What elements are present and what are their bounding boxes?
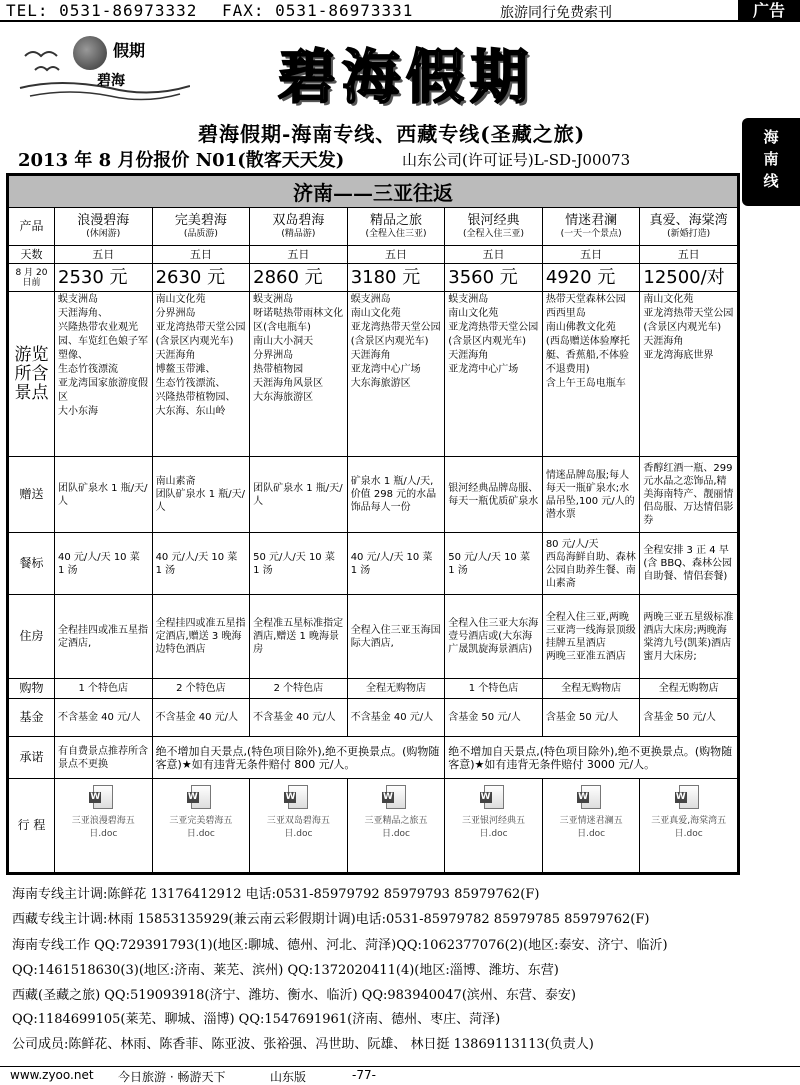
page-title: 碧海假期 (278, 43, 535, 111)
meals-cell: 80 元/人/天 西岛海鲜自助、森林公园自助养生餐、南山素斋 (542, 533, 640, 595)
gifts-cell: 团队矿泉水 1 瓶/天/人 (250, 457, 348, 533)
promise-cell: 绝不增加自天景点,(特色项目除外),绝不更换景点。(购物随客意)★如有违背无条件赔付 800 元/人。 (152, 737, 445, 779)
doc-filename: 三亚浪漫碧海五日.doc (71, 816, 135, 839)
spots-cell: 蜈支洲岛 南山文化苑 亚龙湾热带天堂公园(含景区内观光车) 天涯海角 亚龙湾中心广场 大东海旅游区 (347, 292, 445, 457)
gifts-cell: 香醇红酒一瓶、299 元水晶之恋饰品,精美海南特产、靓丽情侣岛服、万达情侣影券 (640, 457, 738, 533)
word-doc-icon (679, 785, 699, 809)
word-doc-icon (386, 785, 406, 809)
product-type: (一天一个景点) (560, 228, 622, 239)
product-cell (640, 208, 738, 246)
spots-cell: 南山文化苑 亚龙湾热带天堂公园(含景区内观光车) 天涯海角 亚龙湾海底世界 (640, 292, 738, 457)
page-number: -77- (352, 1068, 376, 1082)
row-label-meals: 餐标 (9, 533, 55, 595)
promise-cell: 绝不增加自天景点,(特色项目除外),绝不更换景点。(购物随客意)★如有违背无条件赔付 3000 元/人。 (445, 737, 738, 779)
fax-number: FAX: 0531-86973331 (222, 1, 414, 20)
doc-filename: 三亚银河经典五日.doc (462, 816, 526, 839)
gifts-cell: 团队矿泉水 1 瓶/天/人 (55, 457, 153, 533)
fund-cell: 不含基金 40 元/人 (347, 699, 445, 737)
price-cell: 2630 元 (152, 264, 250, 292)
product-cell (347, 208, 445, 246)
product-name: 情迷君澜 (565, 212, 618, 228)
days-cell: 五日 (55, 246, 153, 264)
itinerary-doc-link[interactable] (640, 779, 738, 873)
doc-filename: 三亚完美碧海五日.doc (169, 816, 233, 839)
word-doc-icon (484, 785, 504, 809)
fund-cell: 不含基金 40 元/人 (152, 699, 250, 737)
license-number: 山东公司(许可证号)L-SD-J00073 (402, 151, 631, 169)
row-label-fund: 基金 (9, 699, 55, 737)
itinerary-doc-link[interactable] (55, 779, 153, 873)
meals-cell: 40 元/人/天 10 菜 1 汤 (55, 533, 153, 595)
meals-cell: 全程安排 3 正 4 早(含 BBQ、森林公园自助餐、情侣套餐) (640, 533, 738, 595)
word-doc-icon (581, 785, 601, 809)
footer-url[interactable]: www.zyoo.net (10, 1068, 94, 1082)
spots-cell: 南山文化苑 分界洲岛 亚龙湾热带天堂公园(含景区内观光车) 天涯海角 博鳌玉带滩、 生态竹筏漂流、 兴隆热带植物园、 大东海、东山岭 (152, 292, 250, 457)
gifts-cell: 矿泉水 1 瓶/人/天,价值 298 元的水晶饰品每人一份 (347, 457, 445, 533)
row-label-product: 产品 (9, 208, 55, 246)
itinerary-doc-link[interactable] (347, 779, 445, 873)
days-cell: 五日 (640, 246, 738, 264)
company-logo (15, 26, 190, 101)
product-cell (542, 208, 640, 246)
row-label-days: 天数 (9, 246, 55, 264)
product-cell (55, 208, 153, 246)
spots-cell: 热带天堂森林公园 西西里岛 南山佛教文化苑 (西岛赠送体验摩托艇、香蕉船,不体验不退费用) 含上午王岛电瓶车 (542, 292, 640, 457)
product-type: (品质游) (183, 228, 218, 239)
shopping-cell: 1 个特色店 (55, 679, 153, 699)
row-label-price: 8 月 20 日前 (9, 264, 55, 292)
row-label-gifts: 赠送 (9, 457, 55, 533)
price-cell: 3180 元 (347, 264, 445, 292)
fund-cell: 含基金 50 元/人 (542, 699, 640, 737)
gifts-cell: 情迷品牌岛服;每人每天一瓶矿泉水;水晶吊坠,100 元/人的潜水票 (542, 457, 640, 533)
spots-cell: 蜈支洲岛 呀诺哒热带雨林文化区(含电瓶车) 南山大小洞天 分界洲岛 热带植物园 天涯海角风景区 大东海旅游区 (250, 292, 348, 457)
side-tab-hainan-line (742, 118, 800, 206)
page-footer (0, 1066, 800, 1084)
row-label-itinerary: 行 程 (9, 779, 55, 873)
hotel-cell: 全程挂四或准五星指定酒店,赠送 3 晚海边特色酒店 (152, 595, 250, 679)
itinerary-doc-link[interactable] (152, 779, 250, 873)
contact-line: 西藏(圣藏之旅) QQ:519093918(济宁、潍坊、衡水、临沂) QQ:983940047(滨州、东营、泰安) (12, 988, 576, 1003)
contact-line: 西藏专线主计调:林雨 15853135929(兼云南云彩假期计调)电话:0531-85979782 85979785 85979762(F) (12, 912, 650, 927)
price-cell: 4920 元 (542, 264, 640, 292)
row-label-spots: 游览所含景点 (9, 292, 55, 457)
hotel-cell: 全程挂四或准五星指定酒店, (55, 595, 153, 679)
shopping-cell: 全程无购物店 (640, 679, 738, 699)
side-tab-char: 线 (763, 172, 779, 190)
logo-text-bihai: 碧海 (97, 73, 125, 89)
promise-cell: 有自费景点推荐所含景点不更换 (55, 737, 153, 779)
header-slogan: 旅游同行免费索刊 (500, 5, 612, 21)
hotel-cell: 全程入住三亚大东海壹号酒店或(大东海广晟凯旋海景酒店) (445, 595, 543, 679)
itinerary-doc-link[interactable] (445, 779, 543, 873)
product-name: 双岛碧海 (272, 212, 325, 228)
contact-line: 海南专线工作 QQ:729391793(1)(地区:聊城、德州、河北、菏泽)QQ:1062377076(2)(地区:泰安、济宁、临沂) (12, 938, 668, 953)
spots-cell: 蜈支洲岛 天涯海角、 兴隆热带农业观光园、车览红色娘子军塑像、 生态竹筏漂流 亚龙湾国家旅游度假区 大小东海 (55, 292, 153, 457)
footer-magazine-name: 今日旅游 · 畅游天下 (118, 1070, 226, 1084)
meals-cell: 50 元/人/天 10 菜 1 汤 (250, 533, 348, 595)
hotel-cell: 全程入住三亚,两晚三亚湾一线海景顶级挂牌五星酒店 两晚三亚准五酒店 (542, 595, 640, 679)
doc-filename: 三亚真爱,海棠湾五日.doc (651, 816, 727, 839)
days-cell: 五日 (542, 246, 640, 264)
row-label-promise: 承诺 (9, 737, 55, 779)
price-table (6, 173, 740, 875)
product-cell (445, 208, 543, 246)
word-doc-icon (191, 785, 211, 809)
price-cell: 3560 元 (445, 264, 543, 292)
product-name: 浪漫碧海 (77, 212, 130, 228)
price-cell: 2530 元 (55, 264, 153, 292)
side-tab-char: 南 (763, 150, 779, 168)
side-tab-char: 海 (763, 128, 779, 146)
row-label-shopping: 购物 (9, 679, 55, 699)
quote-line: 2013 年 8 月份报价 N01(散客天天发) (18, 150, 345, 171)
product-type: (全程入住三亚) (365, 228, 427, 239)
product-type: (新婚打造) (667, 228, 711, 239)
days-cell: 五日 (152, 246, 250, 264)
hotel-cell: 全程入住三亚玉海国际大酒店, (347, 595, 445, 679)
days-cell: 五日 (250, 246, 348, 264)
itinerary-doc-link[interactable] (542, 779, 640, 873)
gifts-cell: 南山素斋 团队矿泉水 1 瓶/天/人 (152, 457, 250, 533)
days-cell: 五日 (347, 246, 445, 264)
top-header-bar (0, 0, 800, 22)
subtitle: 碧海假期-海南专线、西藏专线(圣藏之旅) (198, 122, 586, 146)
row-label-hotel: 住房 (9, 595, 55, 679)
product-name: 真爱、海棠湾 (649, 212, 728, 228)
product-name: 银河经典 (467, 212, 520, 228)
price-cell: 12500/对 (640, 264, 738, 292)
shopping-cell: 1 个特色店 (445, 679, 543, 699)
meals-cell: 50 元/人/天 10 菜 1 汤 (445, 533, 543, 595)
doc-filename: 三亚双岛碧海五日.doc (266, 816, 330, 839)
doc-filename: 三亚情迷君澜五日.doc (559, 816, 623, 839)
contact-line: 海南专线主计调:陈鲜花 13176412912 电话:0531-85979792 85979793 85979762(F) (12, 887, 540, 902)
route-title: 济南——三亚往返 (9, 176, 738, 208)
product-type: (精品游) (281, 228, 316, 239)
word-doc-icon (288, 785, 308, 809)
shopping-cell: 全程无购物店 (542, 679, 640, 699)
doc-filename: 三亚精品之旅五日.doc (364, 816, 428, 839)
product-cell (250, 208, 348, 246)
fund-cell: 含基金 50 元/人 (640, 699, 738, 737)
fund-cell: 不含基金 40 元/人 (55, 699, 153, 737)
ad-badge: 广告 (738, 0, 800, 22)
spots-cell: 蜈支洲岛 南山文化苑 亚龙湾热带天堂公园(含景区内观光车) 天涯海角 亚龙湾中心广场 (445, 292, 543, 457)
logo-text-holiday: 假期 (113, 41, 146, 60)
contact-line: QQ:1184699105(莱芜、聊城、淄博) QQ:1547691961(济南、德州、枣庄、菏泽) (12, 1012, 501, 1027)
meals-cell: 40 元/人/天 10 菜 1 汤 (347, 533, 445, 595)
shopping-cell: 全程无购物店 (347, 679, 445, 699)
product-type: (全程入住三亚) (463, 228, 525, 239)
itinerary-doc-link[interactable] (250, 779, 348, 873)
product-name: 精品之旅 (369, 212, 422, 228)
footer-region: 山东版 (270, 1070, 307, 1084)
fund-cell: 含基金 50 元/人 (445, 699, 543, 737)
product-name: 完美碧海 (174, 212, 227, 228)
contact-line: 公司成员:陈鲜花、林雨、陈香菲、陈亚波、张裕强、冯世助、阮雄、 林日挺 13869113113(负责人) (12, 1037, 594, 1052)
logo-sun-icon (73, 36, 107, 70)
product-cell (152, 208, 250, 246)
shopping-cell: 2 个特色店 (250, 679, 348, 699)
hotel-cell: 全程准五星标准指定酒店,赠送 1 晚海景房 (250, 595, 348, 679)
hotel-cell: 两晚三亚五星级标准酒店大床房;两晚海棠湾九号(凯莱)酒店蜜月大床房; (640, 595, 738, 679)
product-type: (休闲游) (86, 228, 121, 239)
shopping-cell: 2 个特色店 (152, 679, 250, 699)
telephone-number: TEL: 0531-86973332 (6, 1, 198, 20)
price-cell: 2860 元 (250, 264, 348, 292)
fund-cell: 不含基金 40 元/人 (250, 699, 348, 737)
meals-cell: 40 元/人/天 10 菜 1 汤 (152, 533, 250, 595)
gifts-cell: 银河经典品牌岛服、每天一瓶优质矿泉水 (445, 457, 543, 533)
days-cell: 五日 (445, 246, 543, 264)
word-doc-icon (93, 785, 113, 809)
contact-line: QQ:1461518630(3)(地区:济南、莱芜、滨州) QQ:1372020411(4)(地区:淄博、潍坊、东营) (12, 963, 559, 978)
